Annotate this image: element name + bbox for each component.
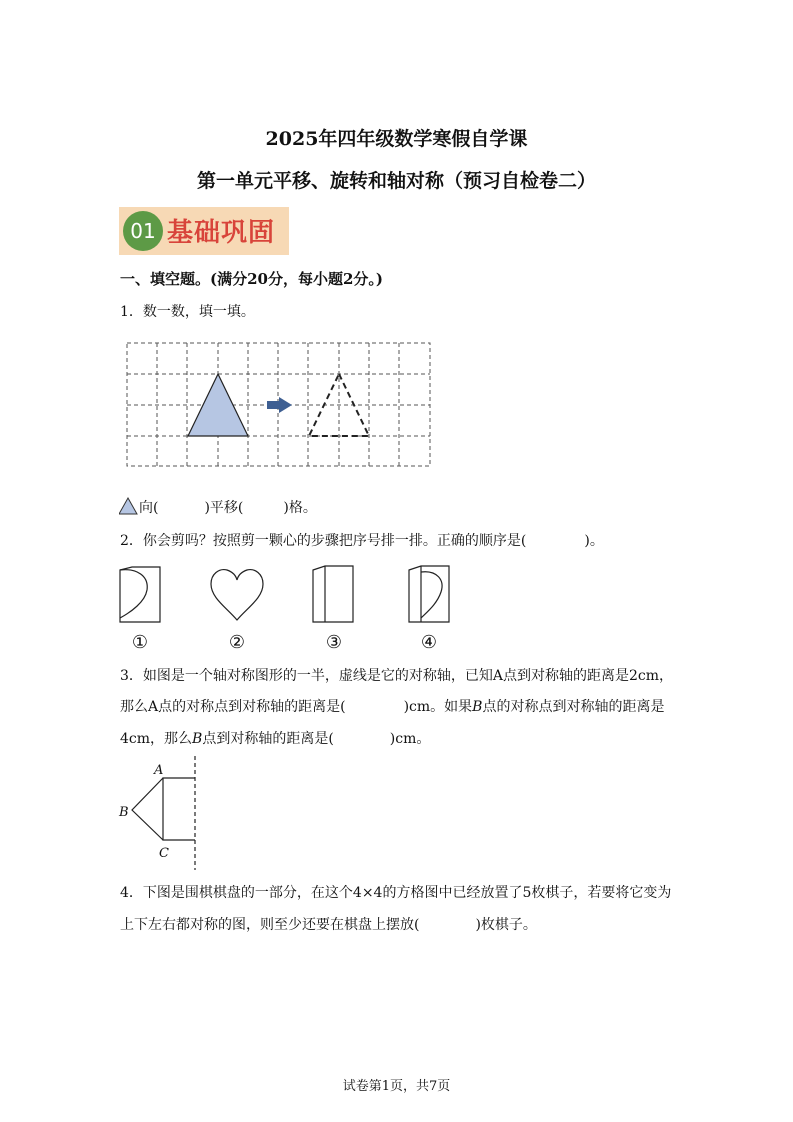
step-label-2: ② bbox=[228, 632, 246, 653]
folded-paper-4 bbox=[409, 566, 449, 622]
section-banner bbox=[119, 207, 289, 255]
point-c-label: C bbox=[159, 846, 169, 861]
question-4-line-1: 4．下图是围棋棋盘的一部分，在这个4×4的方格图中已经放置了5枚棋子，若要将它变为 bbox=[120, 885, 672, 901]
page-subtitle: 第一单元平移、旋转和轴对称（预习自检卷二） bbox=[196, 170, 596, 192]
right-arrow-icon bbox=[267, 397, 292, 413]
page-footer: 试卷第1页，共7页 bbox=[342, 1079, 451, 1094]
point-b-label: B bbox=[119, 805, 129, 820]
folded-paper-1 bbox=[120, 567, 160, 622]
question-1-answer: 向( )平移( )格。 bbox=[119, 497, 317, 517]
question-2-stem: 2．你会剪吗？按照剪一颗心的步骤把序号排一排。正确的顺序是( )。 bbox=[120, 533, 604, 549]
question-1-stem: 1．数一数，填一填。 bbox=[120, 304, 255, 320]
half-heart-outline-4 bbox=[421, 572, 442, 618]
banner-text: 基础巩固 bbox=[167, 218, 276, 248]
question-3-line-3: 4cm，那么B点到对称轴的距离是( )cm。 bbox=[120, 731, 431, 747]
heart-shape bbox=[211, 570, 263, 620]
step-label-1: ① bbox=[131, 632, 149, 653]
question-3-line-1: 3．如图是一个轴对称图形的一半，虚线是它的对称轴，已知A点到对称轴的距离是2cm， bbox=[120, 668, 674, 684]
grid-figure bbox=[126, 342, 432, 468]
question-4-line-2: 上下左右都对称的图，则至少还要在棋盘上摆放( )枚棋子。 bbox=[120, 917, 537, 933]
banner-number: 01 bbox=[123, 211, 163, 251]
step-label-3: ③ bbox=[325, 632, 343, 653]
half-heart-cut-1 bbox=[120, 570, 147, 618]
question-3-line-2: 那么A点的对称点到对称轴的距离是( )cm。如果B点的对称点到对称轴的距离是 bbox=[120, 699, 665, 715]
page-title: 2025年四年级数学寒假自学课 bbox=[265, 128, 528, 150]
step-label-4: ④ bbox=[420, 632, 438, 653]
section-title: 一、填空题。(满分20分，每小题2分。) bbox=[120, 270, 384, 288]
point-a-label: A bbox=[154, 763, 164, 778]
folded-paper-3 bbox=[313, 566, 353, 622]
triangle-icon bbox=[119, 497, 139, 515]
heart-steps-figure bbox=[115, 562, 465, 626]
